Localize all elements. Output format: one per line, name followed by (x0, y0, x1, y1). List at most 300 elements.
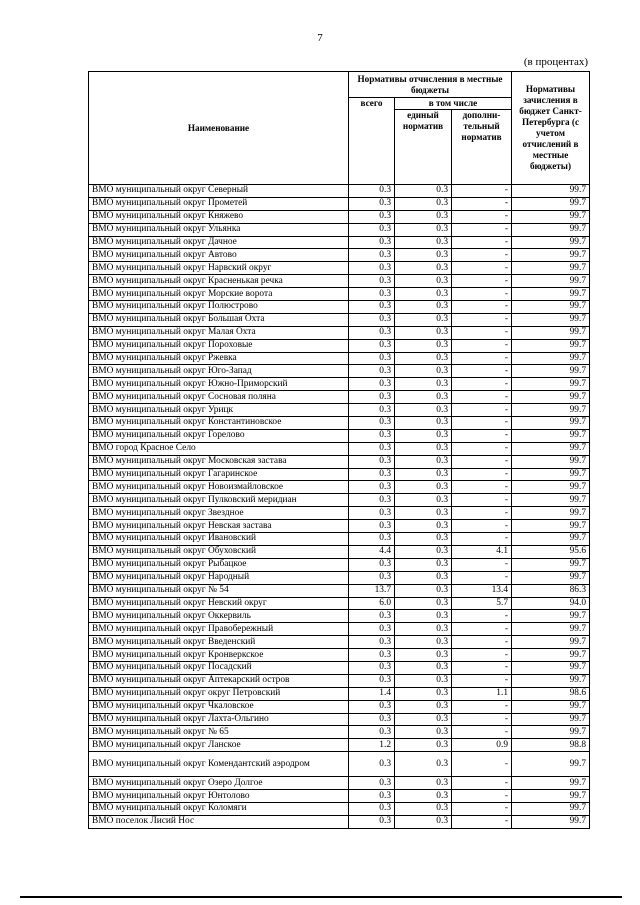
row-total: 0.3 (349, 481, 395, 494)
header-name: Наименование (89, 72, 349, 185)
table-row (89, 649, 590, 662)
row-name: ВМО муниципальный округ Обуховский (89, 545, 349, 558)
row-spb: 99.7 (512, 752, 590, 777)
row-name: ВМО муниципальный округ Большая Охта (89, 313, 349, 326)
row-name: ВМО муниципальный округ Гагаринское (89, 468, 349, 481)
row-additional: - (452, 494, 512, 507)
table-row (89, 365, 590, 378)
row-single: 0.3 (395, 777, 452, 790)
row-additional: - (452, 301, 512, 314)
row-spb: 99.7 (512, 249, 590, 262)
row-name: ВМО муниципальный округ Народный (89, 571, 349, 584)
row-single: 0.3 (395, 301, 452, 314)
row-name: ВМО муниципальный округ Красненькая речка (89, 275, 349, 288)
row-total: 0.3 (349, 429, 395, 442)
row-total: 0.3 (349, 339, 395, 352)
row-spb: 99.7 (512, 185, 590, 198)
row-single: 0.3 (395, 752, 452, 777)
row-total: 0.3 (349, 790, 395, 803)
table-row (89, 494, 590, 507)
row-name: ВМО муниципальный округ Оккервиль (89, 610, 349, 623)
row-additional: - (452, 777, 512, 790)
table-row (89, 442, 590, 455)
row-single: 0.3 (395, 249, 452, 262)
row-total: 0.3 (349, 288, 395, 301)
row-name: ВМО муниципальный округ Морские ворота (89, 288, 349, 301)
table-row (89, 610, 590, 623)
row-spb: 99.7 (512, 313, 590, 326)
row-total: 0.3 (349, 417, 395, 430)
row-name: ВМО муниципальный округ Прометей (89, 197, 349, 210)
row-additional: - (452, 288, 512, 301)
row-spb: 99.7 (512, 210, 590, 223)
row-single: 0.3 (395, 687, 452, 700)
row-single: 0.3 (395, 700, 452, 713)
row-name: ВМО муниципальный округ Рыбацкое (89, 558, 349, 571)
row-spb: 99.7 (512, 494, 590, 507)
row-additional: - (452, 275, 512, 288)
table-row (89, 275, 590, 288)
row-total: 0.3 (349, 378, 395, 391)
row-additional: - (452, 378, 512, 391)
row-spb: 99.7 (512, 790, 590, 803)
row-total: 13.7 (349, 584, 395, 597)
row-spb: 99.7 (512, 571, 590, 584)
table-row (89, 455, 590, 468)
row-total: 0.3 (349, 507, 395, 520)
row-total: 0.3 (349, 262, 395, 275)
row-spb: 99.7 (512, 674, 590, 687)
bottom-rule (20, 896, 622, 898)
row-name: ВМО муниципальный округ Введенский (89, 636, 349, 649)
row-additional: 5.7 (452, 597, 512, 610)
row-spb: 98.8 (512, 739, 590, 752)
row-additional: - (452, 661, 512, 674)
row-total: 0.3 (349, 815, 395, 828)
row-single: 0.3 (395, 661, 452, 674)
row-additional: - (452, 339, 512, 352)
row-single: 0.3 (395, 739, 452, 752)
row-single: 0.3 (395, 674, 452, 687)
row-name: ВМО муниципальный округ Звездное (89, 507, 349, 520)
row-spb: 99.7 (512, 636, 590, 649)
row-total: 0.3 (349, 700, 395, 713)
table-row (89, 249, 590, 262)
row-name: ВМО муниципальный округ Малая Охта (89, 326, 349, 339)
row-total: 0.3 (349, 802, 395, 815)
table-row (89, 571, 590, 584)
row-total: 0.3 (349, 468, 395, 481)
row-additional: - (452, 726, 512, 739)
row-additional: - (452, 790, 512, 803)
row-additional: - (452, 468, 512, 481)
table-row (89, 468, 590, 481)
row-spb: 98.6 (512, 687, 590, 700)
row-spb: 99.7 (512, 649, 590, 662)
table-row (89, 674, 590, 687)
row-name: ВМО муниципальный округ Аптекарский остров (89, 674, 349, 687)
table-row (89, 339, 590, 352)
row-total: 0.3 (349, 623, 395, 636)
table-row (89, 752, 590, 777)
row-additional: - (452, 533, 512, 546)
row-total: 0.3 (349, 726, 395, 739)
table-row (89, 429, 590, 442)
row-total: 0.3 (349, 197, 395, 210)
row-total: 0.3 (349, 301, 395, 314)
row-additional: - (452, 313, 512, 326)
units-note: (в процентах) (523, 56, 588, 68)
row-single: 0.3 (395, 197, 452, 210)
row-additional: - (452, 391, 512, 404)
row-name: ВМО муниципальный округ Лахта-Ольгино (89, 713, 349, 726)
row-single: 0.3 (395, 815, 452, 828)
row-spb: 99.7 (512, 533, 590, 546)
row-name: ВМО муниципальный округ Автово (89, 249, 349, 262)
table-row (89, 352, 590, 365)
row-name: ВМО муниципальный округ Новоизмайловское (89, 481, 349, 494)
header-single: единый норматив (395, 110, 452, 185)
row-spb: 99.7 (512, 236, 590, 249)
row-additional: 4.1 (452, 545, 512, 558)
row-total: 0.3 (349, 674, 395, 687)
table-row (89, 236, 590, 249)
row-single: 0.3 (395, 210, 452, 223)
row-spb: 99.7 (512, 429, 590, 442)
row-single: 0.3 (395, 455, 452, 468)
row-spb: 99.7 (512, 610, 590, 623)
row-name: ВМО муниципальный округ Дачное (89, 236, 349, 249)
row-total: 0.3 (349, 661, 395, 674)
row-single: 0.3 (395, 520, 452, 533)
row-total: 0.3 (349, 275, 395, 288)
row-spb: 99.7 (512, 391, 590, 404)
row-spb: 94.0 (512, 597, 590, 610)
row-total: 0.3 (349, 520, 395, 533)
row-name: ВМО муниципальный округ Горелово (89, 429, 349, 442)
row-total: 0.3 (349, 365, 395, 378)
table-row (89, 507, 590, 520)
row-additional: - (452, 417, 512, 430)
row-additional: - (452, 558, 512, 571)
table-row (89, 378, 590, 391)
row-name: ВМО муниципальный округ Невский округ (89, 597, 349, 610)
row-additional: - (452, 520, 512, 533)
row-spb: 99.7 (512, 623, 590, 636)
table-row (89, 404, 590, 417)
row-single: 0.3 (395, 313, 452, 326)
row-additional: - (452, 571, 512, 584)
row-total: 0.3 (349, 494, 395, 507)
row-name: ВМО муниципальный округ Ивановский (89, 533, 349, 546)
row-spb: 99.7 (512, 417, 590, 430)
row-spb: 99.7 (512, 442, 590, 455)
row-single: 0.3 (395, 713, 452, 726)
row-total: 0.3 (349, 404, 395, 417)
table-row (89, 185, 590, 198)
row-total: 0.3 (349, 558, 395, 571)
page-number: 7 (317, 32, 323, 44)
row-spb: 99.7 (512, 223, 590, 236)
row-name: ВМО муниципальный округ Посадский (89, 661, 349, 674)
row-single: 0.3 (395, 545, 452, 558)
row-additional: - (452, 481, 512, 494)
row-spb: 99.7 (512, 365, 590, 378)
row-single: 0.3 (395, 597, 452, 610)
row-single: 0.3 (395, 223, 452, 236)
row-single: 0.3 (395, 558, 452, 571)
row-single: 0.3 (395, 802, 452, 815)
row-total: 0.3 (349, 649, 395, 662)
row-spb: 99.7 (512, 404, 590, 417)
row-spb: 99.7 (512, 507, 590, 520)
table-row (89, 223, 590, 236)
row-spb: 99.7 (512, 815, 590, 828)
row-total: 0.3 (349, 223, 395, 236)
table-row (89, 301, 590, 314)
row-total: 1.4 (349, 687, 395, 700)
row-spb: 99.7 (512, 558, 590, 571)
row-name: ВМО муниципальный округ Полюстрово (89, 301, 349, 314)
row-additional: - (452, 815, 512, 828)
row-single: 0.3 (395, 468, 452, 481)
table-row (89, 288, 590, 301)
table-row (89, 700, 590, 713)
row-spb: 99.7 (512, 326, 590, 339)
row-total: 0.3 (349, 210, 395, 223)
table-row (89, 815, 590, 828)
row-name: ВМО муниципальный округ Урицк (89, 404, 349, 417)
row-additional: - (452, 442, 512, 455)
row-single: 0.3 (395, 429, 452, 442)
row-total: 0.3 (349, 636, 395, 649)
row-single: 0.3 (395, 275, 452, 288)
row-spb: 99.7 (512, 726, 590, 739)
row-name: ВМО муниципальный округ Пулковский меридиан (89, 494, 349, 507)
table-row (89, 597, 590, 610)
row-total: 0.3 (349, 391, 395, 404)
row-single: 0.3 (395, 262, 452, 275)
row-single: 0.3 (395, 507, 452, 520)
row-single: 0.3 (395, 185, 452, 198)
table-body (89, 185, 590, 829)
table-row (89, 623, 590, 636)
row-total: 0.3 (349, 752, 395, 777)
table-row (89, 558, 590, 571)
row-spb: 99.7 (512, 352, 590, 365)
norms-table (88, 71, 590, 829)
table-row (89, 313, 590, 326)
row-name: ВМО муниципальный округ Константиновское (89, 417, 349, 430)
row-total: 1.2 (349, 739, 395, 752)
row-additional: 0.9 (452, 739, 512, 752)
row-total: 0.3 (349, 326, 395, 339)
row-additional: - (452, 455, 512, 468)
table-row (89, 802, 590, 815)
row-name: ВМО муниципальный округ Озеро Долгое (89, 777, 349, 790)
row-additional: - (452, 649, 512, 662)
row-additional: - (452, 752, 512, 777)
row-additional: - (452, 249, 512, 262)
row-total: 0.3 (349, 571, 395, 584)
row-single: 0.3 (395, 417, 452, 430)
row-total: 0.3 (349, 610, 395, 623)
row-single: 0.3 (395, 404, 452, 417)
row-additional: - (452, 365, 512, 378)
row-additional: - (452, 197, 512, 210)
row-total: 4.4 (349, 545, 395, 558)
table-row (89, 391, 590, 404)
row-spb: 99.7 (512, 339, 590, 352)
table-row (89, 417, 590, 430)
table-row (89, 713, 590, 726)
row-name: ВМО муниципальный округ Ульянка (89, 223, 349, 236)
row-name: ВМО муниципальный округ № 54 (89, 584, 349, 597)
table-row (89, 481, 590, 494)
row-name: ВМО муниципальный округ Ланское (89, 739, 349, 752)
row-total: 0.3 (349, 313, 395, 326)
table-row (89, 790, 590, 803)
table-row (89, 687, 590, 700)
table-row (89, 520, 590, 533)
row-additional: - (452, 223, 512, 236)
row-spb: 99.7 (512, 275, 590, 288)
table-row (89, 726, 590, 739)
row-single: 0.3 (395, 623, 452, 636)
header-local-group: Нормативы отчисления в местные бюджеты (349, 72, 512, 98)
row-single: 0.3 (395, 584, 452, 597)
table-row (89, 636, 590, 649)
header-spb: Нормативы зачисления в бюджет Санкт-Петербурга (с учетом отчислений в местные бюджеты) (512, 72, 590, 185)
row-single: 0.3 (395, 391, 452, 404)
row-additional: - (452, 674, 512, 687)
row-name: ВМО муниципальный округ Княжево (89, 210, 349, 223)
row-name: ВМО муниципальный округ Чкаловское (89, 700, 349, 713)
row-additional: - (452, 236, 512, 249)
row-single: 0.3 (395, 326, 452, 339)
row-spb: 99.7 (512, 661, 590, 674)
row-total: 0.3 (349, 442, 395, 455)
row-single: 0.3 (395, 288, 452, 301)
row-name: ВМО муниципальный округ Правобережный (89, 623, 349, 636)
row-name: ВМО муниципальный округ Ржевка (89, 352, 349, 365)
row-spb: 86.3 (512, 584, 590, 597)
row-single: 0.3 (395, 481, 452, 494)
row-total: 0.3 (349, 249, 395, 262)
row-spb: 99.7 (512, 713, 590, 726)
row-single: 0.3 (395, 365, 452, 378)
table-row (89, 661, 590, 674)
row-single: 0.3 (395, 339, 452, 352)
row-single: 0.3 (395, 649, 452, 662)
row-spb: 99.7 (512, 262, 590, 275)
row-additional: - (452, 802, 512, 815)
row-name: ВМО муниципальный округ Кронверкское (89, 649, 349, 662)
row-additional: - (452, 623, 512, 636)
row-additional: - (452, 429, 512, 442)
row-spb: 99.7 (512, 481, 590, 494)
table-row (89, 326, 590, 339)
row-name: ВМО муниципальный округ Невская застава (89, 520, 349, 533)
row-additional: - (452, 262, 512, 275)
row-name: ВМО муниципальный округ округ Петровский (89, 687, 349, 700)
row-additional: - (452, 636, 512, 649)
table-row (89, 533, 590, 546)
row-single: 0.3 (395, 236, 452, 249)
row-spb: 99.7 (512, 777, 590, 790)
row-additional: - (452, 352, 512, 365)
row-single: 0.3 (395, 726, 452, 739)
row-total: 0.3 (349, 533, 395, 546)
row-additional: - (452, 507, 512, 520)
row-spb: 99.7 (512, 455, 590, 468)
row-spb: 99.7 (512, 520, 590, 533)
row-additional: - (452, 610, 512, 623)
header-total: всего (349, 98, 395, 185)
row-spb: 99.7 (512, 378, 590, 391)
row-name: ВМО город Красное Село (89, 442, 349, 455)
row-additional: - (452, 700, 512, 713)
row-additional: - (452, 210, 512, 223)
row-name: ВМО муниципальный округ № 65 (89, 726, 349, 739)
row-spb: 99.7 (512, 301, 590, 314)
row-name: ВМО муниципальный округ Пороховые (89, 339, 349, 352)
row-total: 0.3 (349, 777, 395, 790)
row-single: 0.3 (395, 790, 452, 803)
row-total: 0.3 (349, 713, 395, 726)
table-row (89, 210, 590, 223)
row-single: 0.3 (395, 378, 452, 391)
row-spb: 99.7 (512, 802, 590, 815)
row-name: ВМО муниципальный округ Нарвский округ (89, 262, 349, 275)
row-additional: 1.1 (452, 687, 512, 700)
row-total: 6.0 (349, 597, 395, 610)
row-name: ВМО муниципальный округ Сосновая поляна (89, 391, 349, 404)
row-name: ВМО муниципальный округ Комендантский аэродром (89, 752, 349, 777)
row-name: ВМО муниципальный округ Коломяги (89, 802, 349, 815)
row-single: 0.3 (395, 610, 452, 623)
row-total: 0.3 (349, 352, 395, 365)
row-total: 0.3 (349, 236, 395, 249)
row-single: 0.3 (395, 533, 452, 546)
row-single: 0.3 (395, 494, 452, 507)
row-single: 0.3 (395, 571, 452, 584)
row-name: ВМО муниципальный округ Северный (89, 185, 349, 198)
table-row (89, 545, 590, 558)
table-row (89, 262, 590, 275)
row-single: 0.3 (395, 352, 452, 365)
row-additional: - (452, 185, 512, 198)
row-name: ВМО муниципальный округ Юго-Запад (89, 365, 349, 378)
row-total: 0.3 (349, 185, 395, 198)
row-additional: - (452, 326, 512, 339)
row-spb: 99.7 (512, 197, 590, 210)
row-additional: 13.4 (452, 584, 512, 597)
header-including: в том числе (395, 98, 512, 110)
table-row (89, 584, 590, 597)
row-spb: 99.7 (512, 288, 590, 301)
row-spb: 99.7 (512, 468, 590, 481)
table-row (89, 777, 590, 790)
row-spb: 99.7 (512, 700, 590, 713)
row-name: ВМО поселок Лисий Нос (89, 815, 349, 828)
row-name: ВМО муниципальный округ Юнтолово (89, 790, 349, 803)
table-row (89, 197, 590, 210)
table-row (89, 739, 590, 752)
row-spb: 95.6 (512, 545, 590, 558)
header-additional: дополни-тельный норматив (452, 110, 512, 185)
row-additional: - (452, 404, 512, 417)
